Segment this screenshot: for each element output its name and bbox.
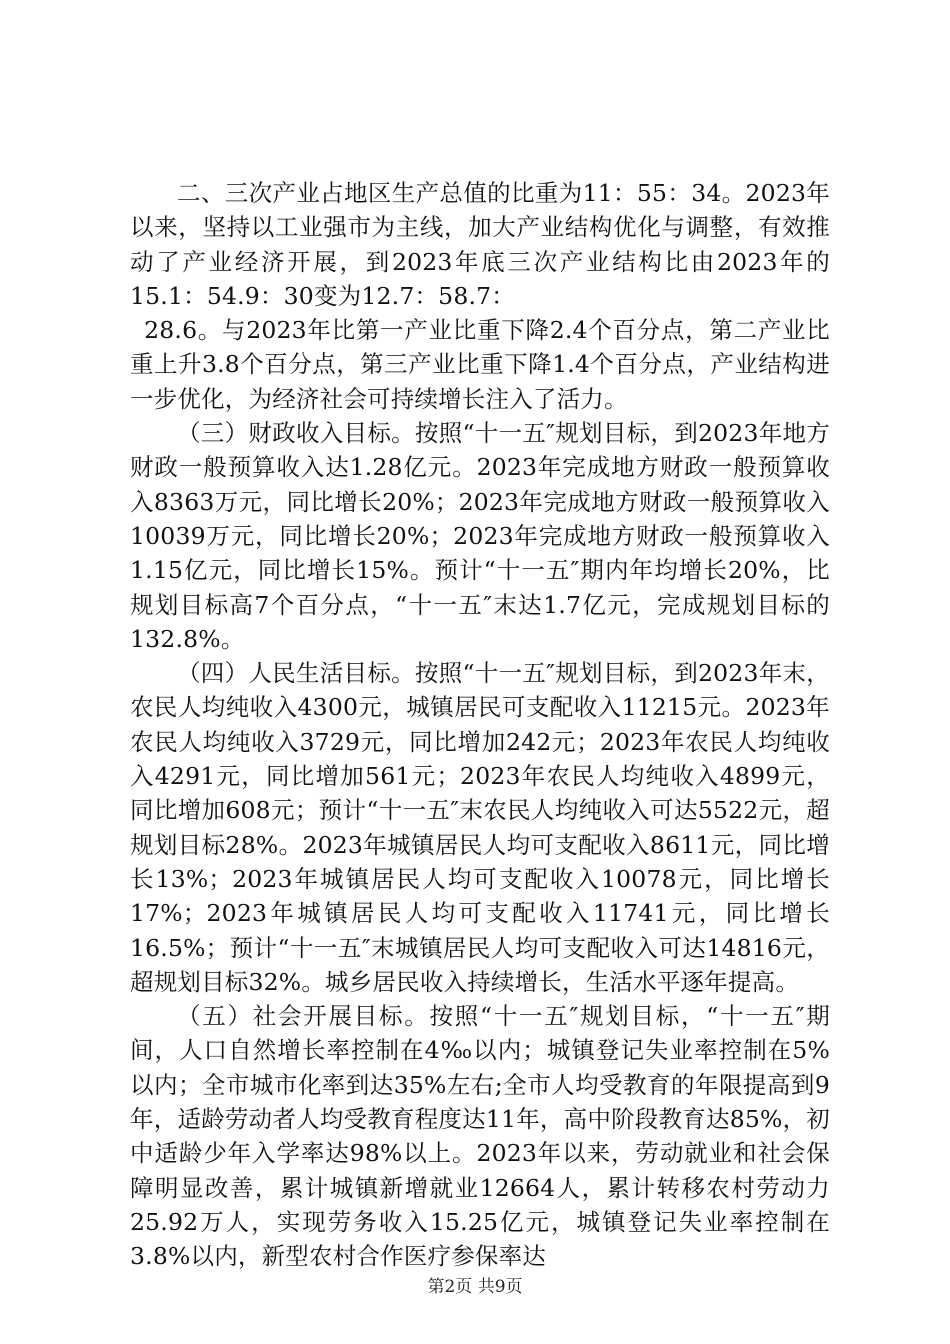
- paragraph-fiscal-revenue: （三）财政收入目标。按照“十一五″规划目标，到2023年地方财政一般预算收入达1.28亿元。2023年完成地方财政一般预算收入8363万元，同比增长20%；2023年完成地方财政一般预算收入10039万元，同比增长20%；2023年完成地方财政一般预算收入1.15亿元，同比增长15%。预计“十一五″期内年均增长20%，比规划目标高7个百分点，“十一五″末达1.7亿元，完成规划目标的132.8%。: [130, 419, 830, 653]
- page-number-footer: 第2页 共9页: [427, 1277, 523, 1297]
- document-body: [130, 176, 830, 1274]
- paragraph-social-development: （五）社会开展目标。按照“十一五″规划目标，“十一五″期间，人口自然增长率控制在4‰以内；城镇登记失业率控制在5%以内；全市城市化率到达35%左右;全市人均受教育的年限提高到9年，适龄劳动者人均受教育程度达11年，高中阶段教育达85%，初中适龄少年入学率达98%以上。2023年以来，劳动就业和社会保障明显改善，累计城镇新增就业12664人，累计转移农村劳动力25.92万人，实现劳务收入15.25亿元，城镇登记失业率控制在3.8%以内，新型农村合作医疗参保率达: [130, 1002, 830, 1271]
- paragraph-industry-structure-continued: 28.6。与2023年比第一产业比重下降2.4个百分点，第二产业比重上升3.8个百分点，第三产业比重下降1.4个百分点，产业结构进一步优化，为经济社会可持续增长注入了活力。: [130, 316, 830, 413]
- paragraph-people-livelihood: （四）人民生活目标。按照“十一五″规划目标，到2023年末，农民人均纯收入4300元，城镇居民可支配收入11215元。2023年农民人均纯收入3729元，同比增加242元；2023年农民人均纯收入4291元，同比增加561元；2023年农民人均纯收入4899元，同比增加608元；预计“十一五″末农民人均纯收入可达5522元，超规划目标28%。2023年城镇居民人均可支配收入8611元，同比增长13%；2023年城镇居民人均可支配收入10078元，同比增长17%；2023年城镇居民人均可支配收入11741元，同比增长16.5%；预计“十一五″末城镇居民人均可支配收入可达14816元，超规划目标32%。城乡居民收入持续增长，生活水平逐年提高。: [130, 659, 830, 996]
- paragraph-industry-structure: 二、三次产业占地区生产总值的比重为11：55：34。2023年以来，坚持以工业强市为主线，加大产业结构优化与调整，有效推动了产业经济开展，到2023年底三次产业结构比由2023年的15.1：54.9：30变为12.7：58.7：: [130, 179, 830, 310]
